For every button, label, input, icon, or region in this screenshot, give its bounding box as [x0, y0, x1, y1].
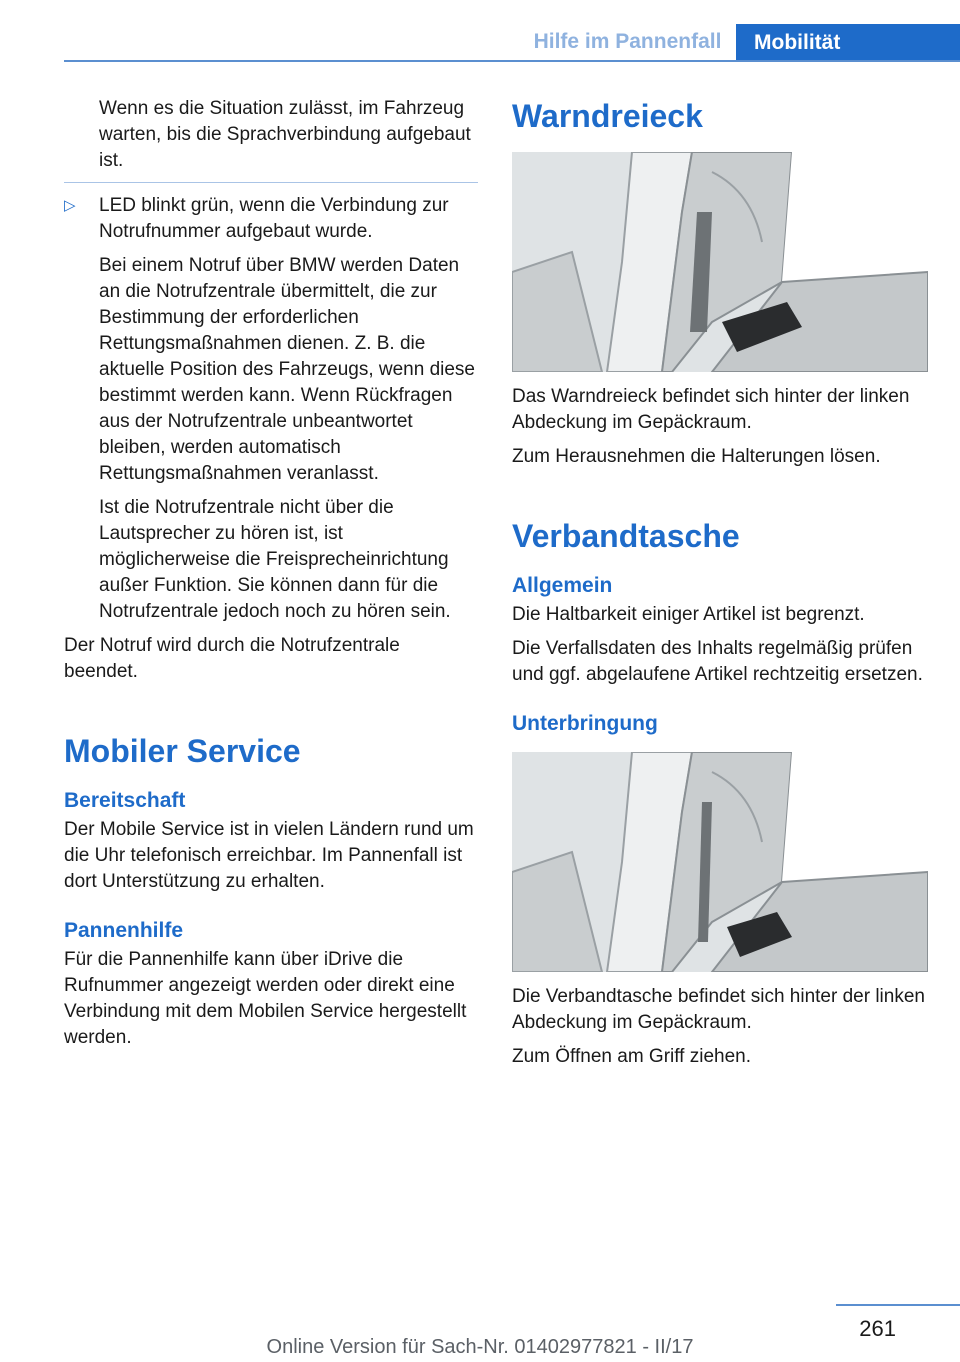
paragraph-speaker: Ist die Notrufzentrale nicht über die Lautsprecher zu hören ist, ist möglicherweise die Freisprecheinrichtung außer Funktion. Sie können dann für die Notrufzentrale jedoch noch zu hören sein.	[99, 497, 451, 622]
divider	[64, 182, 478, 183]
bullet-led	[64, 193, 478, 245]
subheading-bereitschaft: Bereitschaft	[64, 789, 186, 812]
footer-rule	[836, 1304, 960, 1306]
right-column	[512, 96, 928, 1078]
header-section-tab[interactable]: Hilfe im Pannenfall	[533, 30, 722, 53]
bullet-led-text: LED blinkt grün, wenn die Verbindung zur Notrufnummer aufgebaut wurde.	[99, 195, 449, 242]
paragraph-end: Der Notruf wird durch die Notrufzentrale beendet.	[64, 635, 400, 682]
subheading-allgemein: Allgemein	[512, 574, 613, 597]
trunk-illustration-warning-triangle	[512, 152, 928, 372]
paragraph-wait: Wenn es die Situation zulässt, im Fahrzeug warten, bis die Sprachverbindung aufgebaut ist.	[99, 98, 471, 171]
paragraph-kit-open: Zum Öffnen am Griff ziehen.	[512, 1046, 752, 1067]
header-chapter-tab[interactable]: Mobilität	[736, 24, 960, 62]
section-title-mobiler-service: Mobiler Service	[64, 733, 301, 769]
header-rule	[64, 60, 960, 62]
page-number: 261	[859, 1316, 896, 1341]
left-column	[64, 96, 478, 1059]
online-version-footer: Online Version für Sach-Nr. 01402977821 - II/17	[266, 1336, 694, 1358]
paragraph-warn-remove: Zum Herausnehmen die Halterungen lösen.	[512, 446, 881, 467]
subheading-pannenhilfe: Pannenhilfe	[64, 919, 184, 942]
paragraph-data: Bei einem Notruf über BMW werden Daten an die Notrufzentrale übermittelt, die zur Bestimmung der erforderlichen Rettungsmaßnahmen dienen. Z. B. die aktuelle Position des Fahrzeugs, wenn diese bestimmt werden kann. Wenn Rückfragen aus der Notrufzentrale unbeantwortet bleiben, werden automatisch Rettungsmaßnahmen veranlasst.	[99, 255, 476, 484]
subheading-unterbringung: Unterbringung	[512, 712, 658, 735]
paragraph-expiry: Die Verfallsdaten des Inhalts regelmäßig prüfen und ggf. abgelaufene Artikel rechtzeitig ersetzen.	[512, 638, 923, 685]
triangle-bullet-icon: ▷	[64, 197, 76, 214]
paragraph-kit-location: Die Verbandtasche befindet sich hinter der linken Abdeckung im Gepäckraum.	[512, 986, 925, 1033]
paragraph-bereitschaft: Der Mobile Service ist in vielen Ländern rund um die Uhr telefonisch erreichbar. Im Pannenfall ist dort Unterstützung zu erhalten.	[64, 819, 474, 892]
trunk-illustration-first-aid-kit	[512, 752, 928, 972]
paragraph-pannenhilfe: Für die Pannenhilfe kann über iDrive die Rufnummer angezeigt werden oder direkt eine Verbindung mit dem Mobilen Service hergestellt werden.	[64, 949, 467, 1048]
section-title-warndreieck: Warndreieck	[512, 98, 703, 134]
paragraph-shelf-life: Die Haltbarkeit einiger Artikel ist begrenzt.	[512, 604, 865, 625]
section-title-verbandtasche: Verbandtasche	[512, 518, 740, 554]
paragraph-warn-location: Das Warndreieck befindet sich hinter der linken Abdeckung im Gepäckraum.	[512, 386, 910, 433]
